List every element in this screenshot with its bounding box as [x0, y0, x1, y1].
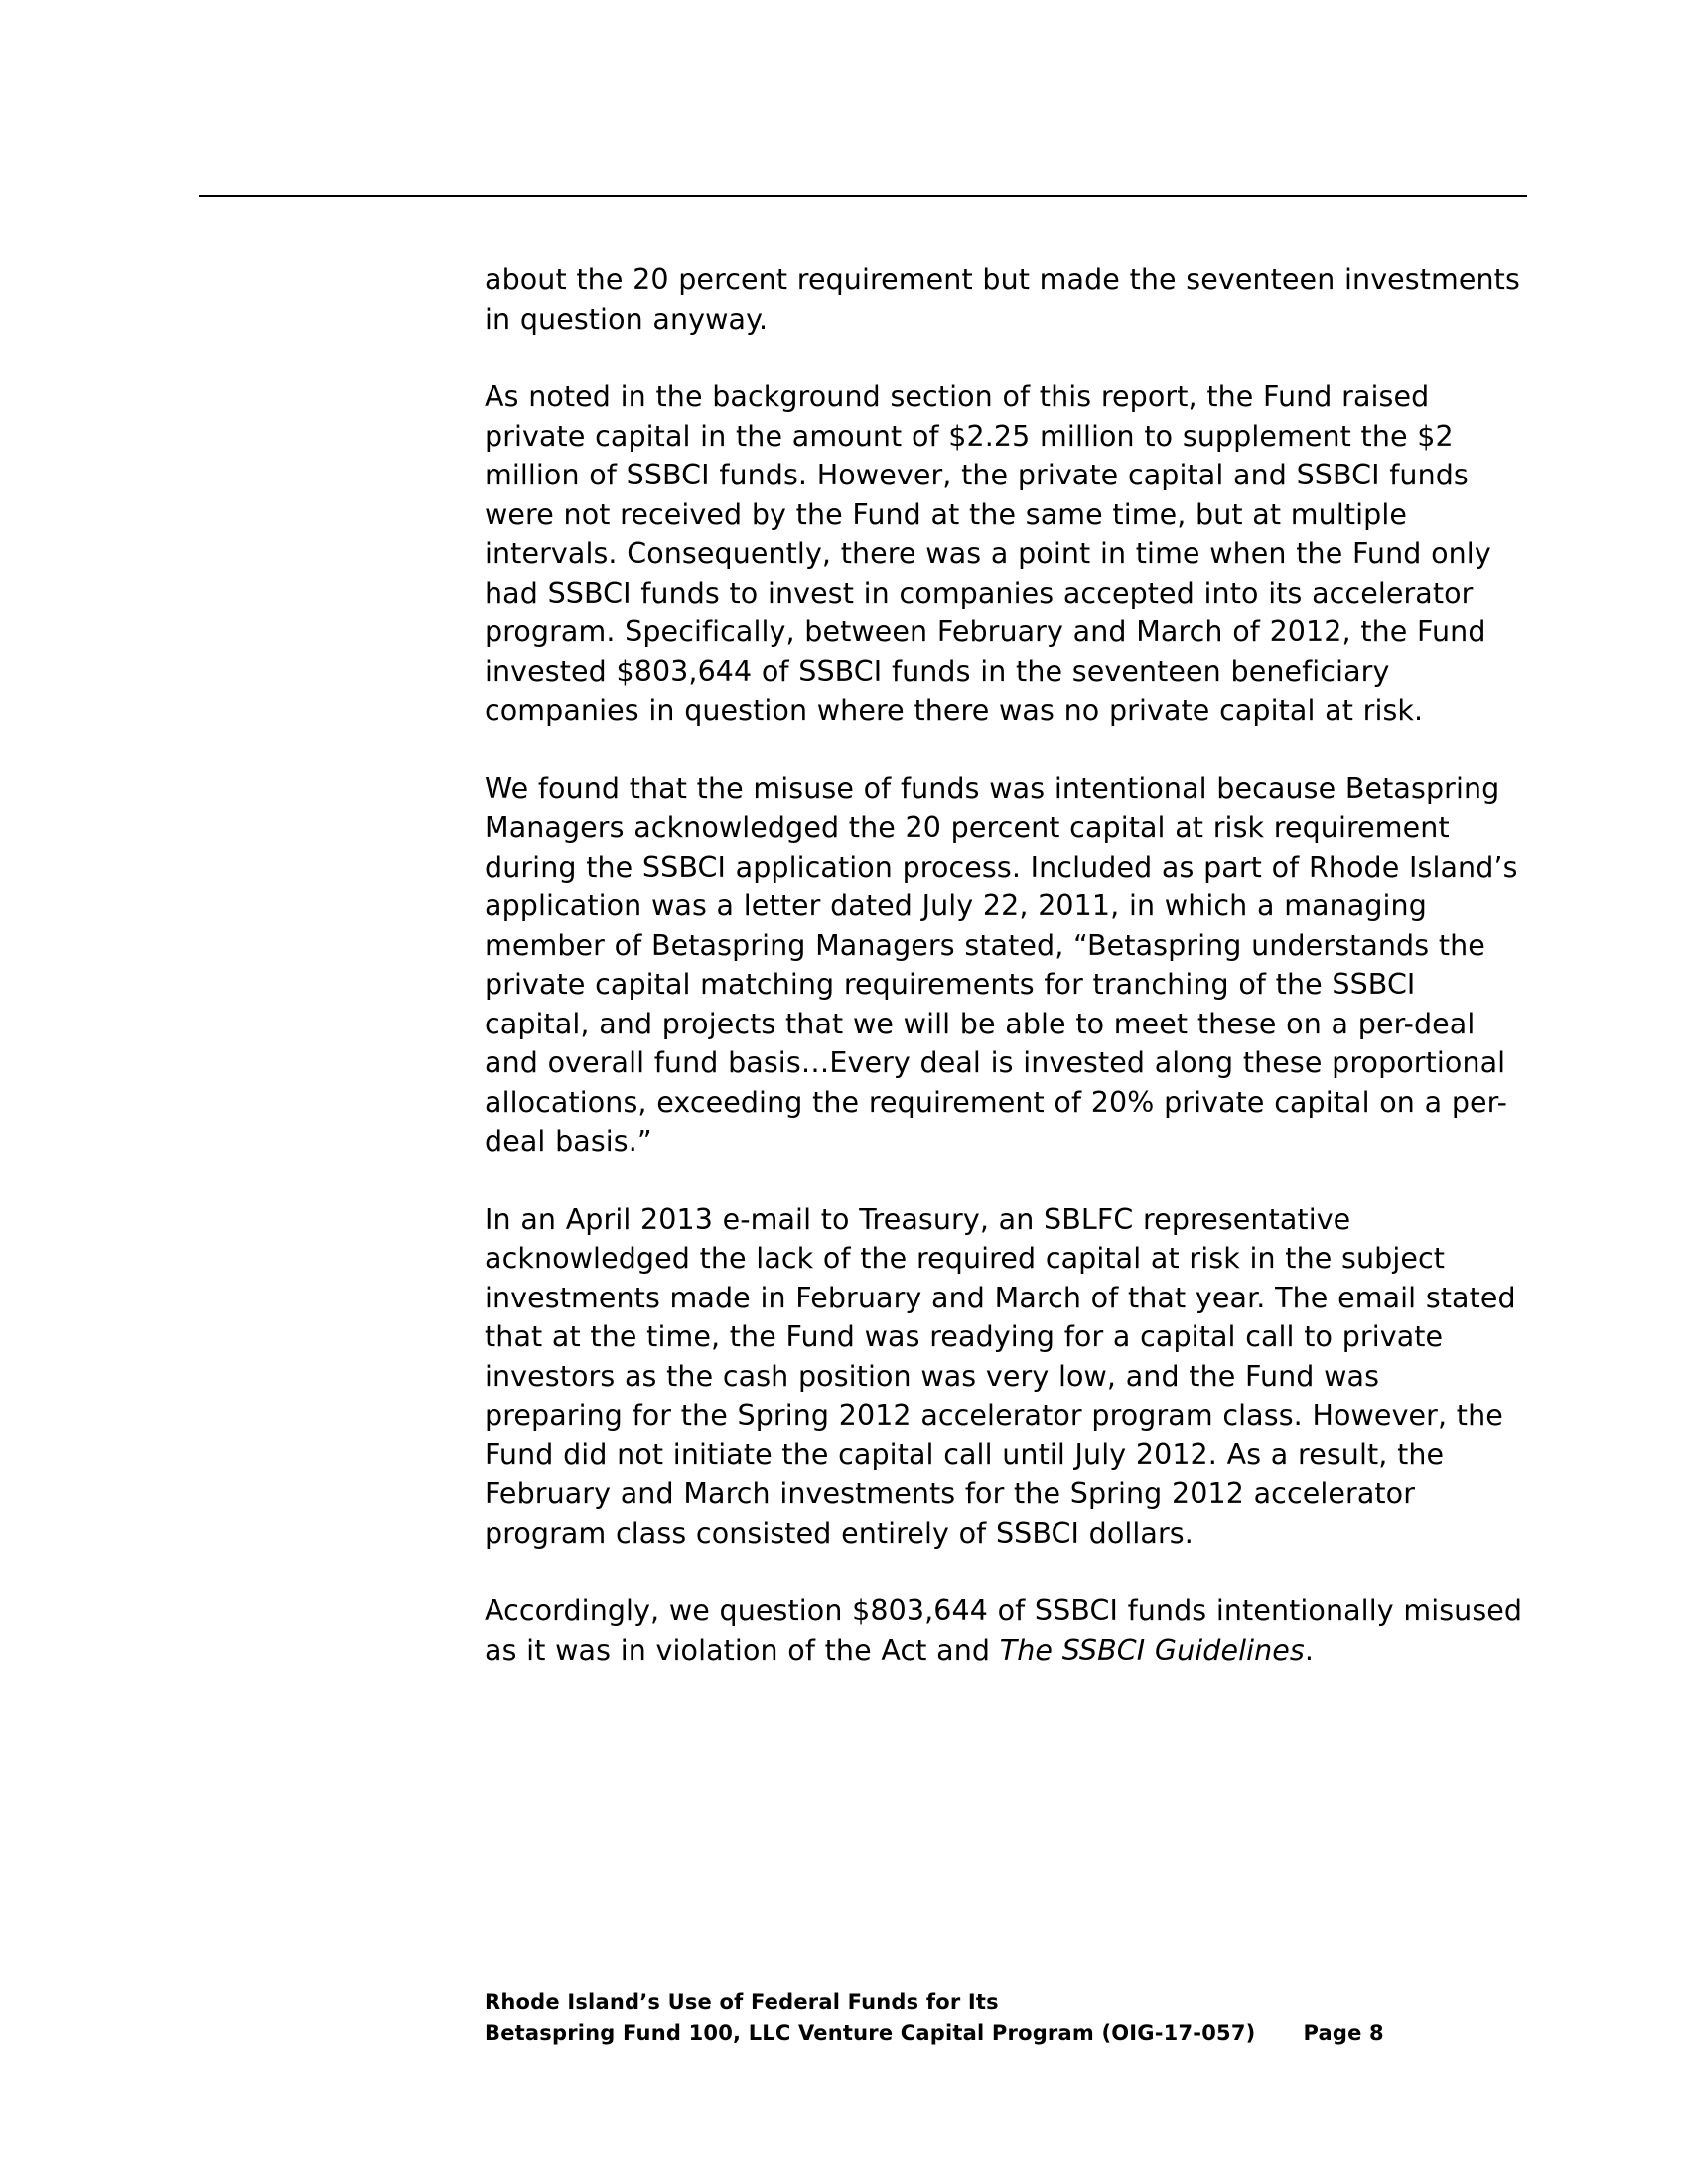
final-paragraph-lead: Accordingly, we question $803,644 of SSBCI funds intentionally misused as it was in violation of the Act and	[485, 1594, 1523, 1667]
footer-line-1: Rhode Island’s Use of Federal Funds for Its	[485, 1990, 999, 2014]
paragraph-3: We found that the misuse of funds was intentional because Betaspring Managers acknowledged the 20 percent capital at risk requirement during the SSBCI application process. Included as part of Rhode Island’s application was a letter dated July 22, 2011, in which a managing member of Betaspring Managers stated, “Betaspring understands the private capital matching requirements for tranching of the SSBCI capital, and projects that we will be able to meet these on a per-deal and overall fund basis…Every deal is invested along these proportional allocations, exceeding the requirement of 20% private capital on a per-deal basis.”	[485, 771, 1518, 1158]
page-number: Page 8	[1303, 2021, 1384, 2045]
footer-line-2	[485, 2018, 1523, 2049]
paragraph-1: about the 20 percent requirement but made the seventeen investments in question anyway.	[485, 263, 1520, 336]
final-paragraph-tail: .	[1304, 1633, 1315, 1667]
paragraph-4: In an April 2013 e-mail to Treasury, an SBLFC representative acknowledged the lack of the required capital at risk in the subject investments made in February and March of that year. The email stated that at the time, the Fund was readying for a capital call to private investors as the cash position was very low, and the Fund was preparing for the Spring 2012 accelerator program class. However, the Fund did not initiate the capital call until July 2012. As a result, the February and March investments for the Spring 2012 accelerator program class consisted entirely of SSBCI dollars.	[485, 1202, 1516, 1550]
paragraph-5	[485, 1591, 1523, 1670]
footer-report-title: Betaspring Fund 100, LLC Venture Capital Program (OIG-17-057)	[485, 2021, 1256, 2045]
guidelines-title: The SSBCI Guidelines	[999, 1633, 1305, 1667]
document-body	[485, 260, 1523, 1670]
paragraph-2: As noted in the background section of this report, the Fund raised private capital in the amount of $2.25 million to supplement the $2 million of SSBCI funds. However, the private capital and SSBCI funds were not received by the Fund at the same time, but at multiple intervals. Consequently, there was a point in time when the Fund only had SSBCI funds to invest in companies accepted into its accelerator program. Specifically, between February and March of 2012, the Fund invested $803,644 of SSBCI funds in the seventeen beneficiary companies in question where there was no private capital at risk.	[485, 380, 1491, 727]
header-divider	[199, 195, 1527, 197]
page-footer	[485, 1987, 1523, 2049]
